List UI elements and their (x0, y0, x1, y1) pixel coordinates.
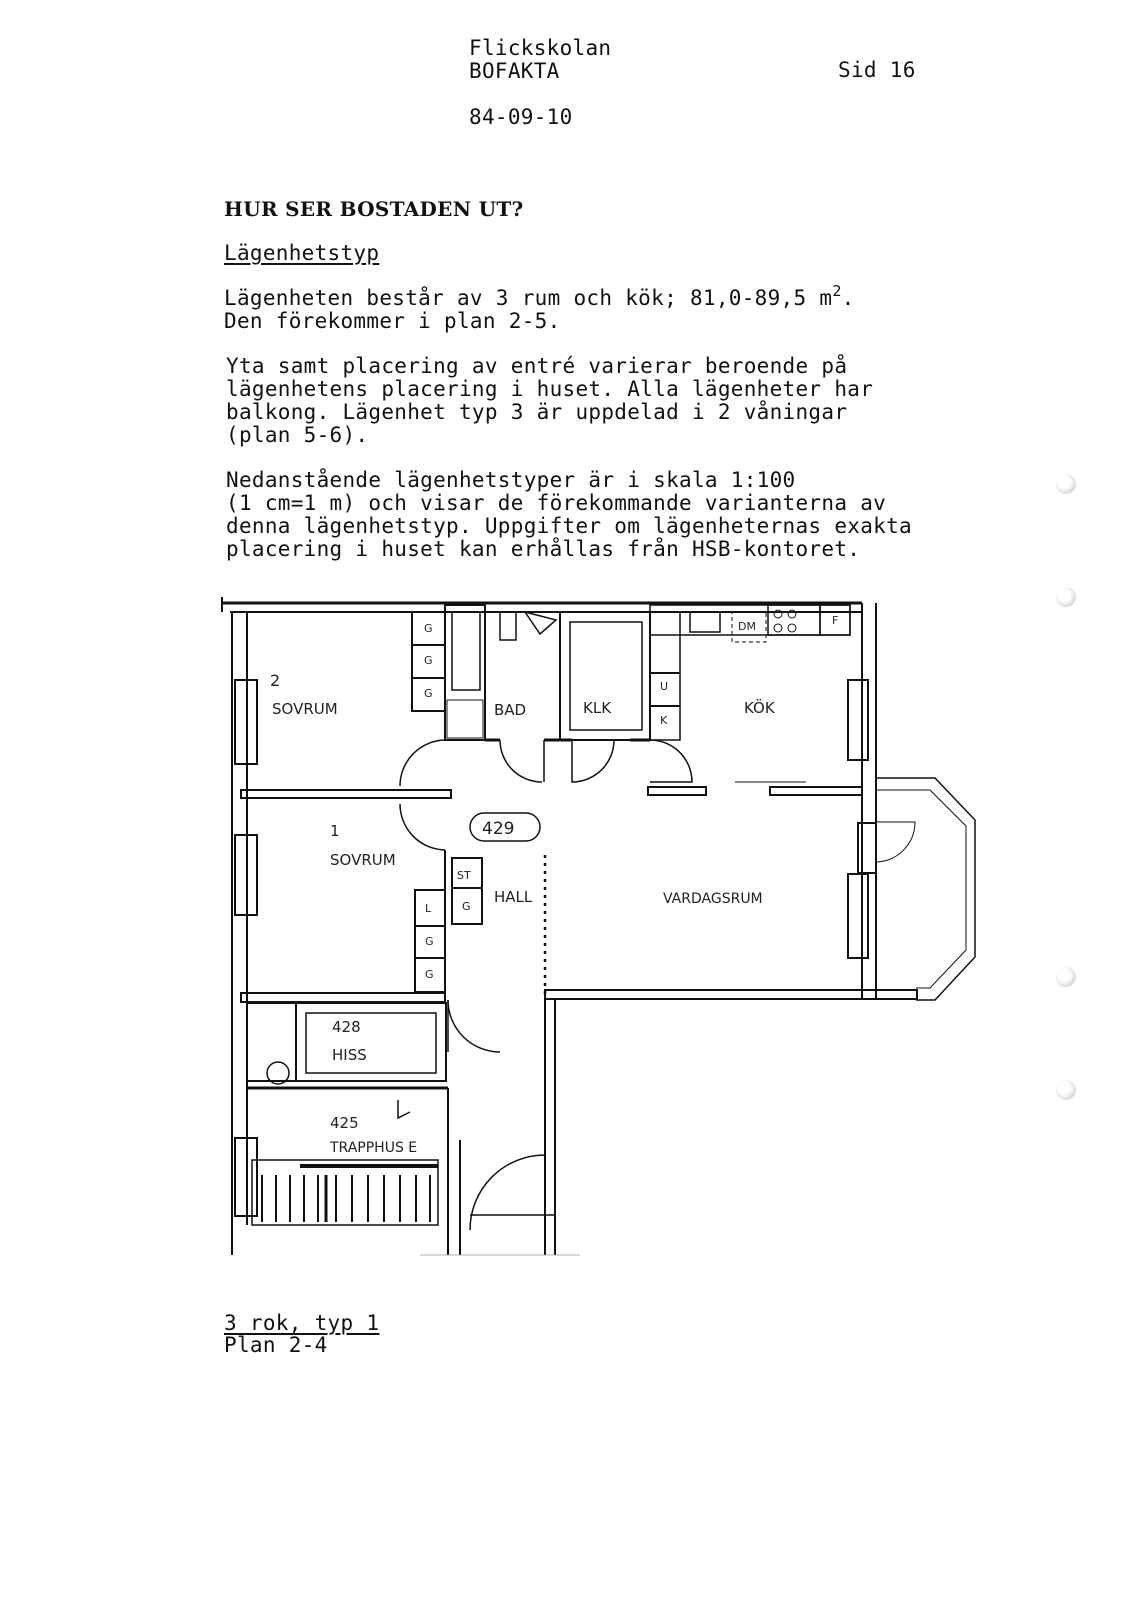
label-elevator: HISS (332, 1046, 367, 1064)
para2-line: lägenhetens placering i huset. Alla lägenheter har (226, 377, 874, 401)
para3-line: Nedanstående lägenhetstyper är i skala 1:100 (226, 468, 796, 492)
header-subtitle: BOFAKTA (469, 59, 560, 83)
label-apartment-number: 429 (482, 819, 515, 839)
label-u: U (660, 680, 669, 693)
label-dishwasher: DM (738, 620, 756, 633)
label-bedroom2-number: 2 (270, 671, 281, 690)
para2-line: balkong. Lägenhet typ 3 är uppdelad i 2 våningar (226, 400, 848, 424)
header-title: Flickskolan (469, 36, 612, 60)
section-title: HUR SER BOSTADEN UT? (224, 197, 524, 221)
para3-line: denna lägenhetstyp. Uppgifter om lägenheternas exakta (226, 514, 912, 538)
superscript: 2 (832, 282, 842, 300)
page-number: Sid 16 (838, 58, 916, 82)
label-wardrobe: G (424, 622, 433, 635)
document-date: 84-09-10 (469, 105, 573, 129)
label-stair-number: 425 (330, 1114, 359, 1132)
label-bedroom2: SOVRUM (272, 700, 338, 718)
label-wardrobe: G (462, 900, 471, 913)
label-bath: BAD (494, 701, 527, 719)
label-storage: ST (457, 869, 471, 882)
para2-line: Yta samt placering av entré varierar beroende på (226, 354, 848, 378)
label-kitchen: KÖK (744, 699, 775, 717)
label-wardrobe: G (424, 654, 433, 667)
label-elevator-number: 428 (332, 1018, 361, 1036)
para3-line: (1 cm=1 m) och visar de förekommande varianterna av (226, 491, 887, 515)
label-wardrobe: G (425, 968, 434, 981)
label-stairwell: TRAPPHUS E (330, 1140, 418, 1156)
label-linen: L (425, 902, 432, 915)
plan-level: Plan 2-4 (224, 1333, 328, 1357)
label-k: K (660, 714, 668, 727)
para2-line: (plan 5-6). (226, 423, 369, 447)
label-bedroom1: SOVRUM (330, 851, 396, 869)
label-wardrobe: G (424, 687, 433, 700)
label-hall: HALL (494, 888, 533, 906)
para3-line: placering i huset kan erhållas från HSB-kontoret. (226, 537, 861, 561)
plan-caption: 3 rok, typ 1 (224, 1311, 380, 1335)
para1-line2: Den förekommer i plan 2-5. (224, 309, 561, 333)
label-freezer: F (832, 614, 839, 627)
subheading: Lägenhetstyp (224, 241, 380, 265)
label-wardrobe: G (425, 935, 434, 948)
para1-line1: Lägenheten består av 3 rum och kök; 81,0-89,5 $m^2$. (224, 282, 855, 310)
label-bedroom1-number: 1 (330, 822, 340, 840)
label-living-room: VARDAGSRUM (663, 891, 763, 907)
label-closet: KLK (583, 699, 612, 717)
